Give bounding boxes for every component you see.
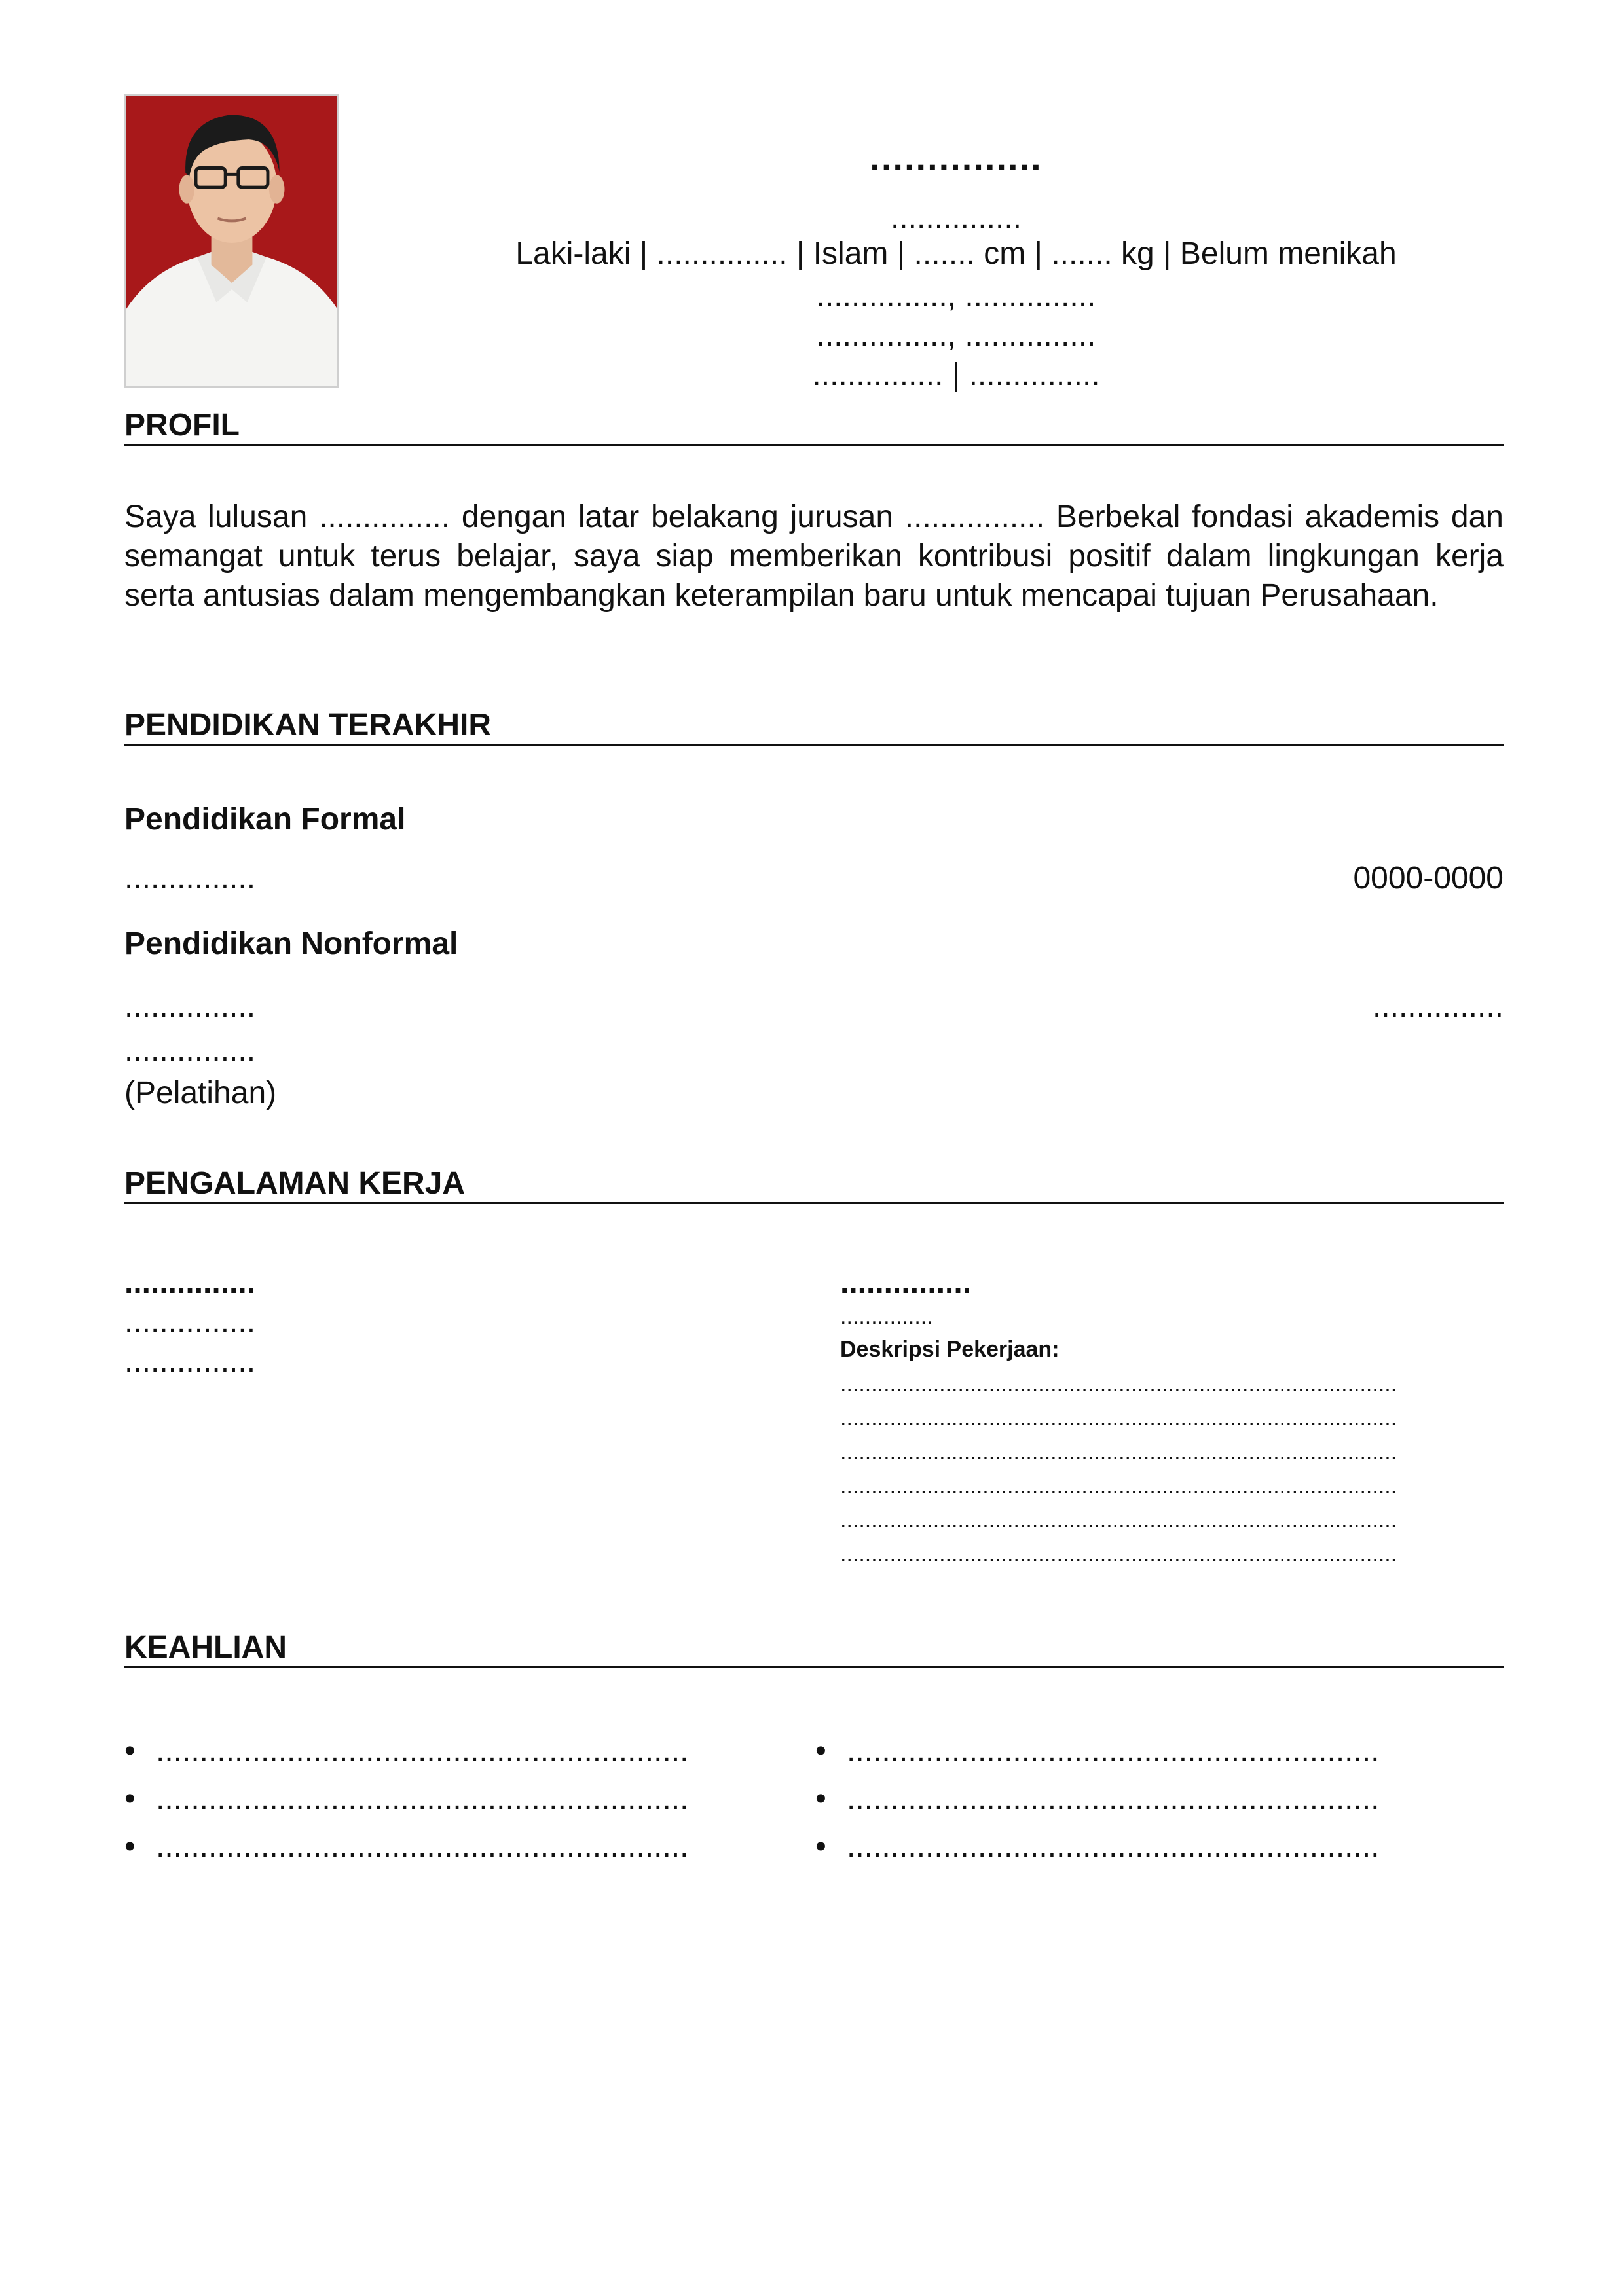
personal-info-line: Laki-laki | ............... | Islam | ....... cm | ....... kg | Belum menikah: [515, 236, 1397, 271]
job-description-line: ..........................................................................................: [840, 1474, 1397, 1499]
skill-item: .............................................................: [156, 1829, 689, 1864]
skill-item: .............................................................: [156, 1781, 689, 1816]
nonformal-type: (Pelatihan): [124, 1076, 277, 1110]
candidate-name: ...............: [870, 137, 1043, 178]
job-description-line: ..........................................................................................: [840, 1542, 1397, 1567]
skill-item: .............................................................: [847, 1781, 1380, 1816]
section-divider: [124, 744, 1504, 746]
bullet-icon: •: [815, 1734, 826, 1768]
job-description-label: Deskripsi Pekerjaan:: [840, 1337, 1060, 1362]
section-heading-skills: KEAHLIAN: [124, 1630, 287, 1665]
job-description-line: ..........................................................................................: [840, 1440, 1397, 1465]
nonformal-education-title: Pendidikan Nonformal: [124, 926, 458, 961]
contact-line: ............... | ...............: [812, 357, 1100, 392]
bullet-icon: •: [124, 1781, 136, 1816]
section-divider: [124, 1202, 1504, 1204]
formal-school: ...............: [124, 861, 256, 896]
section-heading-education: PENDIDIKAN TERAKHIR: [124, 708, 492, 742]
section-heading-experience: PENGALAMAN KERJA: [124, 1166, 466, 1201]
experience-period: ...............: [840, 1304, 933, 1329]
section-divider: [124, 444, 1504, 446]
job-description-line: ..........................................................................................: [840, 1406, 1397, 1430]
bullet-icon: •: [815, 1781, 826, 1816]
nonformal-year: ...............: [1372, 989, 1504, 1024]
skill-item: .............................................................: [847, 1829, 1380, 1864]
formal-education-title: Pendidikan Formal: [124, 802, 406, 837]
job-description-line: ..........................................................................................: [840, 1508, 1397, 1533]
experience-line-3: ...............: [124, 1344, 256, 1379]
bullet-icon: •: [124, 1829, 136, 1864]
section-divider: [124, 1666, 1504, 1668]
experience-company: ...............: [124, 1266, 256, 1300]
address-line-1: ..............., ...............: [816, 279, 1096, 314]
section-heading-profile: PROFIL: [124, 408, 240, 443]
experience-line-2: ...............: [124, 1305, 256, 1339]
formal-years: 0000-0000: [1353, 861, 1504, 896]
experience-position: ...............: [840, 1266, 972, 1300]
skill-item: .............................................................: [847, 1734, 1380, 1768]
profile-text: Saya lulusan ............... dengan latar belakang jurusan ................ Berbekal fondasi akademis dan semangat untuk terus belajar, saya siap memberikan kontribusi positif dalam lingkungan kerja serta antusias dalam mengembangkan keterampilan baru untuk mencapai tujuan Perusahaan.: [124, 500, 1504, 613]
profile-photo: [124, 94, 339, 388]
address-line-2: ..............., ...............: [816, 318, 1096, 353]
nonformal-name: ...............: [124, 989, 256, 1024]
header-subtitle: ...............: [890, 200, 1022, 235]
skill-item: .............................................................: [156, 1734, 689, 1768]
job-description-line: ..........................................................................................: [840, 1372, 1397, 1396]
bullet-icon: •: [124, 1734, 136, 1768]
nonformal-line-2: ...............: [124, 1033, 256, 1068]
bullet-icon: •: [815, 1829, 826, 1864]
